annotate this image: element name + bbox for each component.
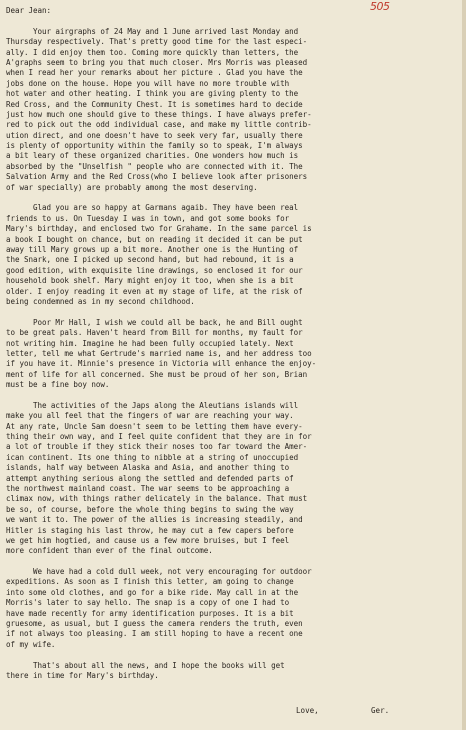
text-line: a lot of trouble if they stick their noses too far toward the Amer- [6, 442, 308, 452]
paragraph [6, 661, 462, 682]
text-line: absorbed by the "Unselfish " people who are connected with it. The [6, 161, 303, 171]
text-line: not writing him. Imagine he had been fully occupied lately. Next [6, 338, 294, 348]
text-line: if not always too pleasing. I am still hoping to have a recent one [6, 629, 303, 639]
text-line: more confident than ever of the final outcome. [6, 546, 213, 556]
text-line: into some old clothes, and go for a bike ride. May call in at the [6, 587, 299, 597]
text-line: ment of life for all concerned. She must be proud of her son, Brian [6, 369, 308, 379]
text-line: Thursday respectively. That's pretty good time for the last especi- [6, 37, 308, 47]
paragraph [6, 27, 462, 193]
text-line: of war specially) are probably among the most deserving. [6, 182, 258, 192]
paragraph-gap [6, 390, 462, 400]
text-line: thing their own way, and I feel quite confident that they are in for [6, 432, 312, 442]
text-line: friends to us. On Tuesday I was in town, and got some books for [6, 213, 290, 223]
text-line: The activities of the Japs along the Aleutians islands will [6, 400, 299, 410]
text-line: ally. I did enjoy them too. Coming more quickly than letters, the [6, 47, 299, 57]
text-line: a book I bought on chance, but on reading it decided it can be put [6, 234, 303, 244]
text-line: letter, tell me what Gertrude's married name is, and her address too [6, 348, 312, 358]
text-line: ican continent. Its one thing to nibble at a string of unoccupied [6, 452, 299, 462]
paragraph [6, 318, 462, 391]
text-line: away till Mary grows up a bit more. Another one is the Hunting of [6, 244, 299, 254]
text-line: make you all feel that the fingers of war are reaching your way. [6, 411, 294, 421]
text-line: being condemned as in my second childhood. [6, 296, 195, 306]
text-line: older. I enjoy reading it even at my stage of life, at the risk of [6, 286, 303, 296]
text-line: is plenty of opportunity within the family so to speak, I'm always [6, 141, 303, 151]
text-line: Your airgraphs of 24 May and 1 June arrived last Monday and [6, 26, 299, 36]
text-line: have made recently for army identification purposes. It is a bit [6, 608, 294, 618]
text-line: we get him hogtied, and cause us a few more bruises, but I feel [6, 535, 290, 545]
closing: Love, [296, 706, 319, 715]
paragraph-gap [6, 16, 462, 26]
handwritten-annotation: 505 [370, 0, 390, 13]
text-line: A'graphs seem to bring you that much closer. Mrs Morris was pleased [6, 57, 308, 67]
salutation: Dear Jean: [6, 6, 51, 15]
text-line: attempt anything serious along the settled and defended parts of [6, 473, 294, 483]
text-line: jobs done on the house. Hope you will have no more trouble with [6, 78, 290, 88]
text-line: gruesome, as usual, but I guess the camera renders the truth, even [6, 619, 303, 629]
text-line: must be a fine boy now. [6, 380, 110, 390]
paragraph-gap [6, 307, 462, 317]
letter-body [6, 6, 462, 681]
text-line: Red Cross, and the Community Chest. It is sometimes hard to decide [6, 99, 303, 109]
text-line: That's about all the news, and I hope the books will get [6, 660, 285, 670]
text-line: Hitler is staging his last throw, he may cut a few capers before [6, 525, 294, 535]
text-line: islands, half way between Alaska and Asia, and another thing to [6, 463, 290, 473]
text-line: the northwest mainland coast. The war seems to be approaching a [6, 483, 290, 493]
paragraph-gap [6, 193, 462, 203]
text-line: red to pick out the odd individual case, and make my little contrib- [6, 120, 312, 130]
paper-edge [462, 0, 466, 730]
text-line: Poor Mr Hall, I wish we could all be back, he and Bill ought [6, 317, 303, 327]
text-line: just how much one should give to these things. I have always prefer- [6, 109, 312, 119]
text-line: We have had a cold dull week, not very encouraging for outdoor [6, 567, 312, 577]
signature: Ger. [371, 706, 390, 715]
paragraph [6, 203, 462, 307]
text-line: climax now, with things rather delicately in the balance. That must [6, 494, 308, 504]
paragraph [6, 567, 462, 650]
text-line: Salvation Army and the Red Cross(who I believe look after prisoners [6, 172, 308, 182]
text-line: of my wife. [6, 639, 56, 649]
text-line: good edition, with exquisite line drawings, so enclosed it for our [6, 265, 303, 275]
text-line: household book shelf. Mary might enjoy it too, when she is a bit [6, 276, 294, 286]
text-line: hot water and other heating. I think you are giving plenty to the [6, 89, 299, 99]
text-line: Glad you are so happy at Garmans agaib. They have been real [6, 203, 299, 213]
text-line: there in time for Mary's birthday. [6, 671, 159, 680]
text-line: At any rate, Uncle Sam doesn't seem to be letting them have every- [6, 421, 303, 431]
paragraph-gap [6, 557, 462, 567]
paragraph [6, 401, 462, 557]
paragraph-gap [6, 650, 462, 660]
text-line: to be great pals. Haven't heard from Bill for months, my fault for [6, 328, 303, 338]
text-line: a bit leary of these organized charities. One wonders how much is [6, 151, 299, 161]
text-line: if you have it. Minnie's presence in Victoria will enhance the enjoy- [6, 359, 317, 369]
text-line: expeditions. As soon as I finish this letter, am going to change [6, 577, 294, 587]
text-line: when I read her your remarks about her picture . Glad you have the [6, 68, 303, 78]
text-line: Morris's later to say hello. The snap is a copy of one I had to [6, 598, 290, 608]
text-line: the Snark, one I picked up second hand, but had rebound, it is a [6, 255, 294, 265]
text-line: ution direct, and one doesn't have to seek very far, usually there [6, 130, 303, 140]
text-line: we want it to. The power of the allies is increasing steadily, and [6, 515, 303, 525]
text-line: Mary's birthday, and enclosed two for Grahame. In the same parcel is [6, 224, 312, 234]
paragraphs [6, 27, 462, 682]
text-line: be so, of course, before the whole thing begins to swing the way [6, 504, 294, 514]
